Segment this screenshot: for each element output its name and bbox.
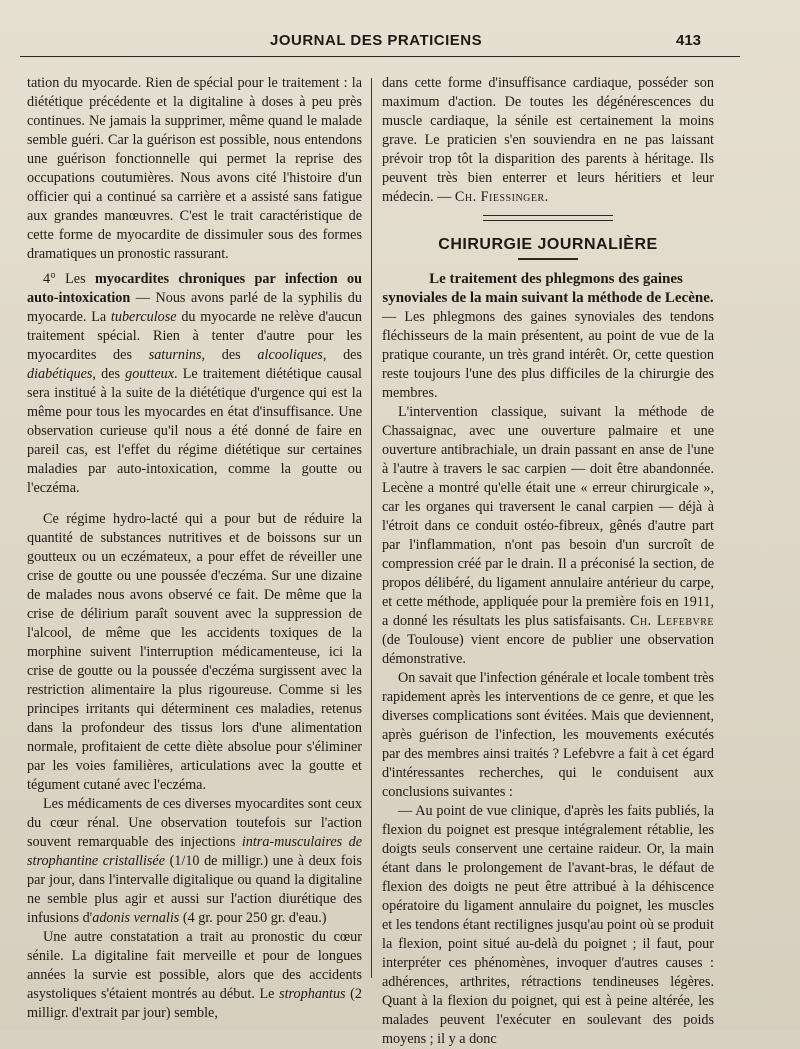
article-title: Le traitement des phlegmons des gaines synoviales de la main suivant la méthode de Lecène. [382, 271, 714, 306]
paragraph: — Les phlegmons des gaines synoviales des tendons fléchisseurs de la main présentent, au point de vue de la pratique courante, un très grand intérêt. Or, cette question reste toujours l'une des plus difficiles de la chirurgie des membres. [382, 309, 714, 401]
section-title-rule [518, 258, 578, 260]
header-rule [20, 56, 740, 57]
italic-term: alcooliques [257, 347, 323, 363]
left-column [27, 74, 362, 1023]
section-divider [483, 215, 613, 221]
text-run: (de Toulouse) vient encore de publier une observation démonstrative. [382, 632, 714, 667]
text-run: (1/10 de milligr.) une à deux fois par jour, dans l'intervalle digitalique ou quand la digitaline ne semble plus agir et aussi sur l'action diurétique des infusions d' [27, 853, 362, 926]
paragraph: tation du myocarde. Rien de spécial pour le traitement : la diététique précédente et la digitaline à doses à peu près continues. Ne jamais la supprimer, même quand le malade semble guéri. Car la guérison est possible, nous entendons une guérison fonctionnelle qui permet la reprise des occupations coutumières. Nous avons cité l'histoire d'un officier qui a continué sa carrière et a assisté sans fatigue aux grandes manœuvres. C'est le trait caractéristique de cette forme de myocardite de dissimuler sous des formes dramatiques un pronostic rassurant. [27, 75, 362, 262]
text-run: dans cette forme d'insuffisance cardiaque, posséder son maximum d'action. De toutes les dégénérescences du muscle cardiaque, la sénile est certainement la moins grave. Le praticien s'en souviendra en ne pas laissant prévoir trop tôt la disparition des parents à héritage. Ils peuvent très bien enterrer et leurs héritiers et leur médecin. — [382, 75, 714, 205]
text-run: (2 milligr. d'extrait par jour) semble, [27, 986, 362, 1021]
italic-term: goutteux [125, 366, 175, 382]
italic-term: saturnins [148, 347, 202, 363]
paragraph [27, 928, 362, 1023]
text-run: Une autre constatation a trait au pronostic du cœur sénile. La digitaline fait merveille et pour de longues années la survie est possible, alors que des accidents asystoliques s'étaient montrés au début. Le [27, 929, 362, 1002]
paragraph [27, 270, 362, 498]
text-run: . Le traitement diététique causal sera institué à la suite de la diététique d'urgence qui est la même pour tous les myocardes en état d'insuffisance. Une observation curieuse qu'il nous a été donné de faire en pareil cas, est l'effet du régime diététique sur certaines maladies par auto-intoxication, comme la goutte ou l'eczéma. [27, 366, 362, 496]
text-run: , des [322, 347, 362, 363]
paragraph [27, 795, 362, 928]
subsection-heading: myocardites chroniques par infection ou auto-intoxication [27, 271, 362, 306]
paragraph: On savait que l'infection générale et locale tombent très rapidement après les interventions de ce genre, et que les diverses complications sont évitées. Mais que deviennent, après guérison de l'infection, les mouvements exécutés par des membres ainsi traités ? Lefebvre a fait à cet égard d'intéressantes recherches, qui le conduisent aux conclusions suivantes : [382, 670, 714, 800]
paragraph: — Au point de vue clinique, d'après les faits publiés, la flexion du poignet est presque intégralement rétablie, les doigts seuls conservent une certaine raideur. Or, la main étant dans le prolongement de l'avant-bras, le défaut de flexion des doigts ne peut être attribué à la déhiscence opératoire du ligament annulaire du poignet, les muscles et les tendons étant rectilignes jusqu'au point où se produit la flexion, point situé au-delà du poignet ; il faut, pour interpréter ces phénomènes, invoquer d'autres causes : adhérences, arthrites, rétractions tendineuses légères. Quant à la flexion du poignet, qui est à peine altérée, les malades peuvent l'exécuter en soulevant des poids moyens ; il y a donc [382, 803, 714, 1047]
section-number: 4° Les [43, 271, 86, 287]
section-title: CHIRURGIE JOURNALIÈRE [438, 236, 658, 253]
page-number: 413 [676, 32, 702, 49]
paragraph [382, 74, 714, 207]
text-run: (4 gr. pour 250 gr. d'eau.) [179, 910, 327, 926]
italic-term: adonis vernalis [92, 910, 180, 926]
column-divider [371, 78, 372, 978]
italic-term: intra-musculaires de strophantine cristallisée [27, 834, 363, 869]
author-name: Ch. Lefebvre [630, 613, 714, 629]
paragraph [382, 403, 714, 669]
text-run: du myocarde ne relève d'aucun traitement spécial. Rien à tenter d'autre pour les myocardites des [27, 309, 362, 363]
page-header [20, 28, 720, 54]
text-run: , des [92, 366, 126, 382]
italic-term: strophantus [279, 986, 346, 1002]
text-run: — Nous avons parlé de la syphilis du myocarde. La [27, 290, 362, 325]
italic-term: diabétiques [27, 366, 93, 382]
italic-term: tuberculose [110, 309, 177, 325]
text-run: , des [201, 347, 258, 363]
text-run: L'intervention classique, suivant la méthode de Chassaignac, avec une ouverture palmaire et une ouverture antibrachiale, un drain passant en anse de l'une à l'autre à travers le sac carpien — doit être abandonnée. Lecène a montré qu'elle était une « erreur chirurgicale », car les organes qui traversent le canal carpien — déjà à l'étroit dans ce conduit ostéo-fibreux, gênés d'autre part par l'inflammation, n'ont pas besoin d'un surcroît de compression créé par le drain. Il a préconisé la section, de propos délibéré, du ligament annulaire antérieur du carpe, et cette méthode, appliquée pour la première fois en 1911, a donné les résultats les plus satisfaisants. [382, 404, 714, 629]
right-column [382, 74, 714, 1049]
journal-title: JOURNAL DES PRATICIENS [270, 32, 483, 49]
author-signature: Ch. Fiessinger. [454, 189, 549, 205]
text-run: Les médicaments de ces diverses myocardites sont ceux du cœur rénal. Une observation toutefois sur l'action souvent remarquable des injections [27, 796, 362, 850]
paragraph: Ce régime hydro-lacté qui a pour but de réduire la quantité de substances nutritives et de boissons sur un goutteux ou un eczémateux, a pour effet de réveiller une crise de goutte ou une poussée d'eczéma. Sur une dizaine de malades nous avons observé ce fait. De même que la crise de délirium paraît souvent avec la suppression de l'alcool, de même que les accidents toxiques de la morphine suivent l'interruption médicamenteuse, ici la crise de goutte ou la poussée d'eczéma surgissent avec la restriction alimentaire la plus rigoureuse. Comme si les principes irritants qui déterminent ces maladies, retenus dans la profondeur des tissus lors d'une alimentation normale, profitaient de cette diète absolue pour s'éliminer par les voies familières, articulations avec la goutte et tégument cutané avec l'eczéma. [27, 511, 362, 793]
